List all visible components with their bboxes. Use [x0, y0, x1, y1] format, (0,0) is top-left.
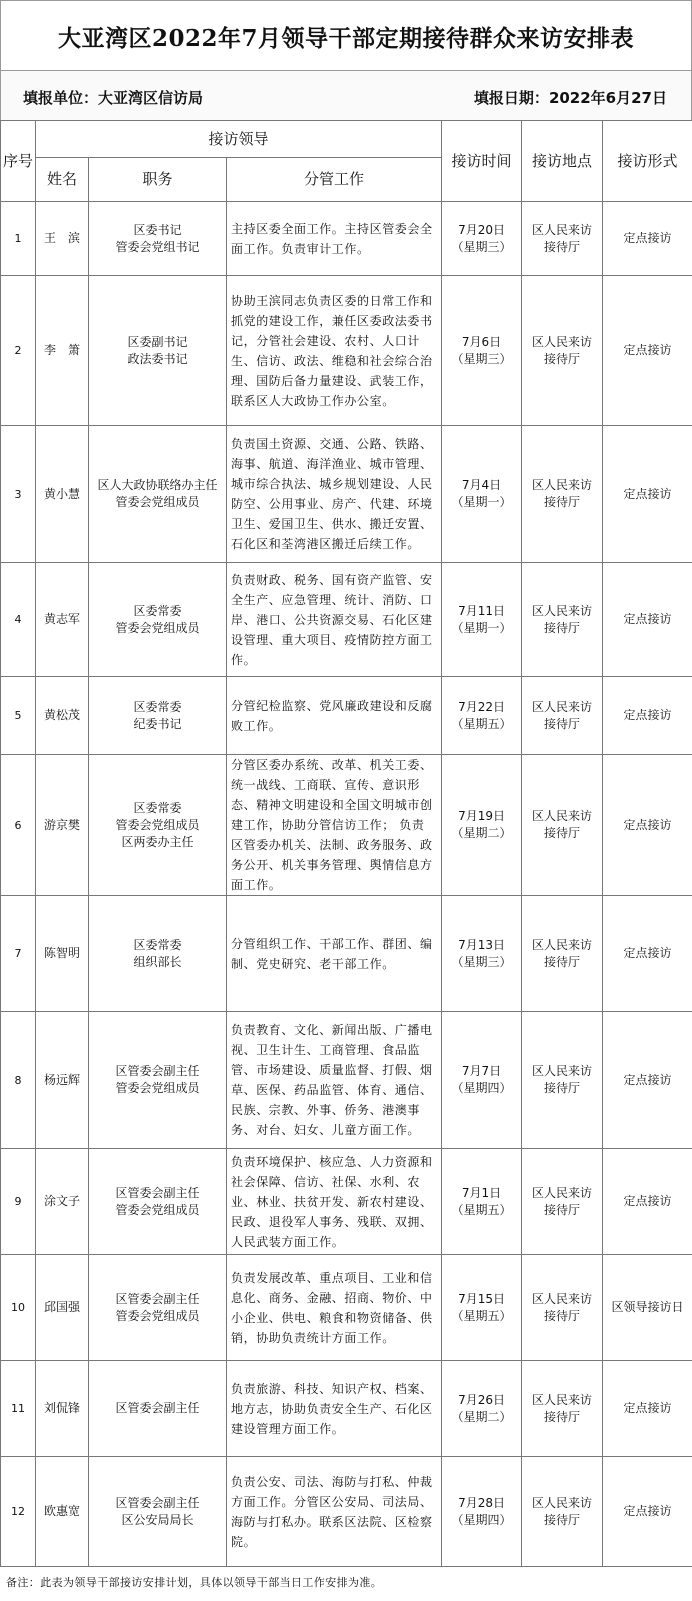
position-line: 管委会党组成员 — [115, 1081, 200, 1095]
visit-date: 7月22日 — [458, 699, 505, 714]
visit-form — [603, 677, 692, 755]
duty-text: 负责环境保护、核应急、人力资源和社会保障、信访、社保、水利、农业、林业、扶贫开发、新农村建设、民政、退役军人事务、残联、双拥、人民武装方面工作。 — [231, 1154, 433, 1249]
visit-weekday: （星期三） — [451, 239, 512, 254]
row-seq-text: 3 — [14, 487, 22, 501]
visit-time — [442, 1255, 522, 1361]
visit-form — [603, 276, 692, 426]
place-line: 区人民来访 — [532, 603, 593, 618]
visit-form — [603, 1149, 692, 1255]
visit-form — [603, 202, 692, 276]
row-seq — [1, 1361, 36, 1457]
visit-place — [522, 426, 603, 563]
row-seq-text: 12 — [11, 1505, 25, 1518]
visit-form — [603, 563, 692, 677]
report-unit — [23, 87, 203, 108]
row-seq-text: 4 — [14, 613, 22, 626]
table-body — [1, 202, 692, 1567]
visit-date: 7月15日 — [458, 1291, 505, 1306]
visit-time — [442, 677, 522, 755]
row-seq-text: 10 — [11, 1301, 25, 1314]
place-line: 区人民来访 — [532, 1291, 593, 1306]
leader-position — [89, 1457, 227, 1567]
place-line: 接待厅 — [544, 1512, 581, 1527]
duty-text: 负责国土资源、交通、公路、铁路、海事、航道、海洋渔业、城市管理、城市综合执法、城乡规划建设、人民防空、公用事业、房产、代建、环境卫生、爱国卫生、供水、搬迁安置、石化区和荃湾港区搬迁后续工作。 — [231, 437, 433, 551]
leader-name — [36, 1361, 89, 1457]
table-row — [1, 755, 692, 896]
visit-place — [522, 276, 603, 426]
duty-description — [227, 426, 442, 563]
visit-time — [442, 896, 522, 1012]
footnote: 备注：此表为领导干部接访安排计划，具体以领导干部当日工作安排为准。 — [6, 1576, 383, 1589]
duty-description — [227, 1012, 442, 1149]
position-line: 区委常委 — [133, 800, 182, 815]
duty-description — [227, 755, 442, 896]
place-line: 接待厅 — [544, 495, 581, 509]
visit-place — [522, 563, 603, 677]
row-seq-text: 1 — [14, 232, 22, 245]
visit-form — [603, 1457, 692, 1567]
position-line: 纪委书记 — [133, 716, 182, 731]
row-seq — [1, 563, 36, 677]
visit-time — [442, 202, 522, 276]
table-row — [1, 1012, 692, 1149]
leader-name-text: 黄志军 — [43, 612, 80, 626]
visit-date: 7月4日 — [461, 478, 502, 492]
place-line: 接待厅 — [544, 239, 581, 254]
visit-weekday: （星期一） — [451, 620, 512, 635]
leader-position — [89, 896, 227, 1012]
place-line: 区人民来访 — [532, 334, 593, 349]
duty-text: 负责发展改革、重点项目、工业和信息化、商务、金融、招商、物价、中小企业、供电、粮食和物资储备、供销，协助负责统计方面工作。 — [231, 1270, 433, 1345]
visit-form — [603, 1255, 692, 1361]
visit-form-text: 区领导接访日 — [611, 1300, 684, 1314]
meta-bar — [0, 70, 692, 121]
place-line: 区人民来访 — [532, 1495, 593, 1510]
duty-description — [227, 563, 442, 677]
row-seq — [1, 755, 36, 896]
duty-text: 分管组织工作、干部工作、群团、编制、党史研究、老干部工作。 — [231, 936, 433, 971]
header-name: 姓名 — [36, 158, 89, 202]
header-position: 职务 — [89, 158, 227, 202]
place-line: 接待厅 — [544, 1202, 581, 1217]
visit-weekday: （星期五） — [451, 1308, 512, 1323]
place-line: 区人民来访 — [532, 699, 593, 714]
leader-position — [89, 563, 227, 677]
visit-form — [603, 1361, 692, 1457]
row-seq — [1, 1457, 36, 1567]
visit-form-text: 定点接访 — [623, 486, 672, 501]
place-line: 接待厅 — [544, 716, 581, 731]
leader-name-text: 李 箫 — [43, 343, 80, 357]
place-line: 区人民来访 — [532, 1392, 593, 1407]
duty-text: 负责教育、文化、新闻出版、广播电视、卫生计生、工商管理、食品监管、市场建设、质量监督、打假、烟草、医保、药品监管、体育、通信、民族、宗教、外事、侨务、港澳事务、对台、妇女、儿童方面工作。 — [231, 1023, 433, 1137]
visit-time — [442, 1361, 522, 1457]
visit-form-text: 定点接访 — [623, 343, 672, 357]
table-row — [1, 896, 692, 1012]
duty-text: 负责旅游、科技、知识产权、档案、地方志，协助负责安全生产、石化区建设管理方面工作。 — [231, 1381, 433, 1436]
header-time: 接访时间 — [442, 121, 522, 202]
place-line: 接待厅 — [544, 1081, 581, 1095]
place-line: 接待厅 — [544, 351, 581, 366]
position-line: 区人大政协联络办主任 — [97, 478, 218, 492]
place-line: 区人民来访 — [532, 222, 593, 237]
place-line: 接待厅 — [544, 954, 581, 969]
position-line: 管委会党组成员 — [115, 817, 200, 832]
position-line: 组织部长 — [133, 954, 182, 969]
visit-weekday: （星期三） — [451, 351, 512, 366]
row-seq — [1, 1149, 36, 1255]
place-line: 区人民来访 — [532, 937, 593, 952]
leader-name — [36, 1457, 89, 1567]
visit-date: 7月1日 — [461, 1185, 502, 1200]
duty-description — [227, 1457, 442, 1567]
leader-name — [36, 1149, 89, 1255]
position-line: 区管委会副主任 — [115, 1291, 200, 1306]
place-line: 区人民来访 — [532, 478, 593, 492]
leader-name-text: 黄松茂 — [43, 708, 80, 722]
duty-description — [227, 276, 442, 426]
table-row — [1, 1149, 692, 1255]
visit-form — [603, 426, 692, 563]
report-date-label: 填报日期： — [473, 89, 549, 107]
duty-description — [227, 1361, 442, 1457]
visit-time — [442, 563, 522, 677]
visit-form-text: 定点接访 — [623, 612, 672, 626]
position-line: 区两委办主任 — [121, 834, 194, 849]
leader-name-text: 陈智明 — [43, 946, 80, 960]
visit-form-text: 定点接访 — [623, 708, 672, 722]
report-date — [474, 87, 667, 108]
leader-name-text: 涂文子 — [43, 1194, 80, 1208]
visit-place — [522, 677, 603, 755]
visit-place — [522, 1457, 603, 1567]
row-seq-text: 11 — [11, 1402, 25, 1415]
leader-name — [36, 755, 89, 896]
leader-name — [36, 563, 89, 677]
position-line: 管委会党组成员 — [115, 1202, 200, 1217]
visit-weekday: （星期五） — [451, 1202, 512, 1217]
visit-place — [522, 1361, 603, 1457]
position-line: 区管委会副主任 — [115, 1064, 200, 1078]
visit-weekday: （星期四） — [451, 1512, 512, 1527]
place-line: 接待厅 — [544, 1409, 581, 1424]
header-form: 接访形式 — [603, 121, 692, 202]
position-line: 政法委书记 — [127, 351, 188, 366]
row-seq-text: 6 — [14, 818, 22, 832]
leader-name — [36, 202, 89, 276]
leader-position — [89, 1149, 227, 1255]
visit-time — [442, 276, 522, 426]
position-line: 区委常委 — [133, 699, 182, 714]
duty-text: 负责公安、司法、海防与打私、仲裁方面工作。分管区公安局、司法局、海防与打私办。联系区法院、区检察院。 — [231, 1474, 433, 1549]
visit-place — [522, 202, 603, 276]
report-unit-value: 大亚湾区信访局 — [98, 89, 204, 107]
leader-position — [89, 1361, 227, 1457]
report-unit-label: 填报单位： — [23, 89, 99, 107]
header-duty: 分管工作 — [227, 158, 442, 202]
table-row — [1, 677, 692, 755]
visit-form-text: 定点接访 — [623, 1504, 672, 1518]
leader-position — [89, 677, 227, 755]
position-line: 区管委会副主任 — [115, 1495, 200, 1510]
visit-place — [522, 1012, 603, 1149]
duty-text: 分管纪检监察、党风廉政建设和反腐败工作。 — [231, 698, 433, 733]
visit-form-text: 定点接访 — [623, 817, 672, 832]
visit-form — [603, 896, 692, 1012]
place-line: 接待厅 — [544, 620, 581, 635]
visit-date: 7月19日 — [458, 809, 505, 823]
position-line: 区委书记 — [133, 222, 182, 237]
position-line: 区委副书记 — [127, 334, 188, 349]
visit-time — [442, 755, 522, 896]
leader-position — [89, 1255, 227, 1361]
leader-name — [36, 1012, 89, 1149]
leader-name-text: 刘侃锋 — [43, 1401, 80, 1415]
leader-position — [89, 426, 227, 563]
position-line: 管委会党组成员 — [115, 1308, 200, 1323]
position-line: 区委常委 — [133, 937, 182, 952]
leader-name-text: 欧惠宽 — [43, 1504, 80, 1518]
leader-position — [89, 1012, 227, 1149]
position-line: 区管委会副主任 — [115, 1185, 200, 1200]
schedule-table — [0, 120, 692, 1567]
visit-weekday: （星期二） — [451, 826, 512, 840]
leader-name — [36, 1255, 89, 1361]
row-seq — [1, 202, 36, 276]
visit-weekday: （星期五） — [451, 716, 512, 731]
visit-weekday: （星期四） — [451, 1081, 512, 1095]
position-line: 区委常委 — [133, 603, 182, 618]
leader-name — [36, 426, 89, 563]
position-line: 管委会党组成员 — [115, 495, 200, 509]
leader-name-text: 王 滨 — [43, 231, 80, 245]
visit-date: 7月28日 — [458, 1495, 505, 1510]
leader-name-text: 杨远辉 — [43, 1072, 80, 1087]
row-seq — [1, 426, 36, 563]
row-seq — [1, 1255, 36, 1361]
visit-place — [522, 755, 603, 896]
row-seq-text: 8 — [14, 1073, 22, 1087]
table-row — [1, 276, 692, 426]
place-line: 接待厅 — [544, 1308, 581, 1323]
position-line: 区公安局局长 — [121, 1512, 194, 1527]
duty-description — [227, 896, 442, 1012]
visit-weekday: （星期三） — [451, 954, 512, 969]
table-row — [1, 1457, 692, 1567]
row-seq-text: 2 — [14, 344, 22, 357]
table-row — [1, 1361, 692, 1457]
visit-time — [442, 1149, 522, 1255]
row-seq — [1, 677, 36, 755]
place-line: 接待厅 — [544, 826, 581, 840]
visit-date: 7月13日 — [458, 937, 505, 952]
header-leader-group: 接访领导 — [36, 121, 442, 158]
visit-weekday: （星期二） — [451, 1409, 512, 1424]
duty-text: 分管区委办系统、改革、机关工委、统一战线、工商联、宣传、意识形态、精神文明建设和全国文明城市创建工作，协助分管信访工作； 负责区管委办机关、法制、政务服务、政务公开、机关事务管理、舆情信息方面工作。 — [231, 758, 433, 892]
duty-text: 主持区委全面工作。主持区管委会全面工作。负责审计工作。 — [231, 221, 433, 256]
table-row — [1, 563, 692, 677]
visit-form-text: 定点接访 — [623, 1401, 672, 1415]
leader-name — [36, 276, 89, 426]
row-seq — [1, 1012, 36, 1149]
leader-name-text: 邱国强 — [43, 1300, 80, 1314]
duty-text: 协助王滨同志负责区委的日常工作和抓党的建设工作，兼任区委政法委书记，分管社会建设、农村、人口计生、信访、政法、维稳和社会综合治理、国防后备力量建设、武装工作，联系区人大政协工作办公室。 — [231, 293, 433, 408]
table-row — [1, 426, 692, 563]
leader-name-text: 游京樊 — [43, 817, 80, 832]
row-seq-text: 9 — [14, 1195, 22, 1208]
row-seq — [1, 276, 36, 426]
visit-form-text: 定点接访 — [623, 231, 672, 245]
leader-name-text: 黄小慧 — [43, 486, 80, 501]
duty-description — [227, 1255, 442, 1361]
header-seq: 序号 — [1, 121, 36, 202]
leader-name — [36, 896, 89, 1012]
visit-form-text: 定点接访 — [623, 1072, 672, 1087]
table-header — [1, 121, 692, 202]
position-line: 管委会党组书记 — [115, 239, 200, 254]
place-line: 区人民来访 — [532, 1064, 593, 1078]
position-line: 区管委会副主任 — [115, 1401, 200, 1415]
leader-position — [89, 276, 227, 426]
report-date-value: 2022年6月27日 — [548, 89, 667, 107]
table-row — [1, 1255, 692, 1361]
place-line: 区人民来访 — [532, 1185, 593, 1200]
row-seq-text: 7 — [14, 947, 22, 960]
visit-date: 7月7日 — [461, 1064, 502, 1078]
visit-form-text: 定点接访 — [623, 1194, 672, 1208]
row-seq-text: 5 — [14, 709, 22, 722]
visit-date: 7月11日 — [458, 603, 505, 618]
header-place: 接访地点 — [522, 121, 603, 202]
duty-description — [227, 202, 442, 276]
table-row — [1, 202, 692, 276]
visit-time — [442, 1457, 522, 1567]
visit-place — [522, 1149, 603, 1255]
leader-position — [89, 755, 227, 896]
visit-date: 7月20日 — [458, 222, 505, 237]
visit-form — [603, 1012, 692, 1149]
position-line: 管委会党组成员 — [115, 620, 200, 635]
visit-form — [603, 755, 692, 896]
visit-form-text: 定点接访 — [623, 946, 672, 960]
page-title: 大亚湾区2022年7月领导干部定期接待群众来访安排表 — [57, 24, 635, 52]
visit-time — [442, 426, 522, 563]
visit-date: 7月26日 — [458, 1392, 505, 1407]
place-line: 区人民来访 — [532, 809, 593, 823]
leader-name — [36, 677, 89, 755]
visit-time — [442, 1012, 522, 1149]
row-seq — [1, 896, 36, 1012]
title-bar — [0, 0, 692, 71]
leader-position — [89, 202, 227, 276]
visit-weekday: （星期一） — [451, 495, 512, 509]
visit-place — [522, 1255, 603, 1361]
duty-description — [227, 1149, 442, 1255]
duty-description — [227, 677, 442, 755]
visit-place — [522, 896, 603, 1012]
visit-date: 7月6日 — [461, 334, 502, 349]
duty-text: 负责财政、税务、国有资产监管、安全生产、应急管理、统计、消防、口岸、港口、公共资源交易、石化区建设管理、重大项目、疫情防控方面工作。 — [231, 572, 433, 667]
